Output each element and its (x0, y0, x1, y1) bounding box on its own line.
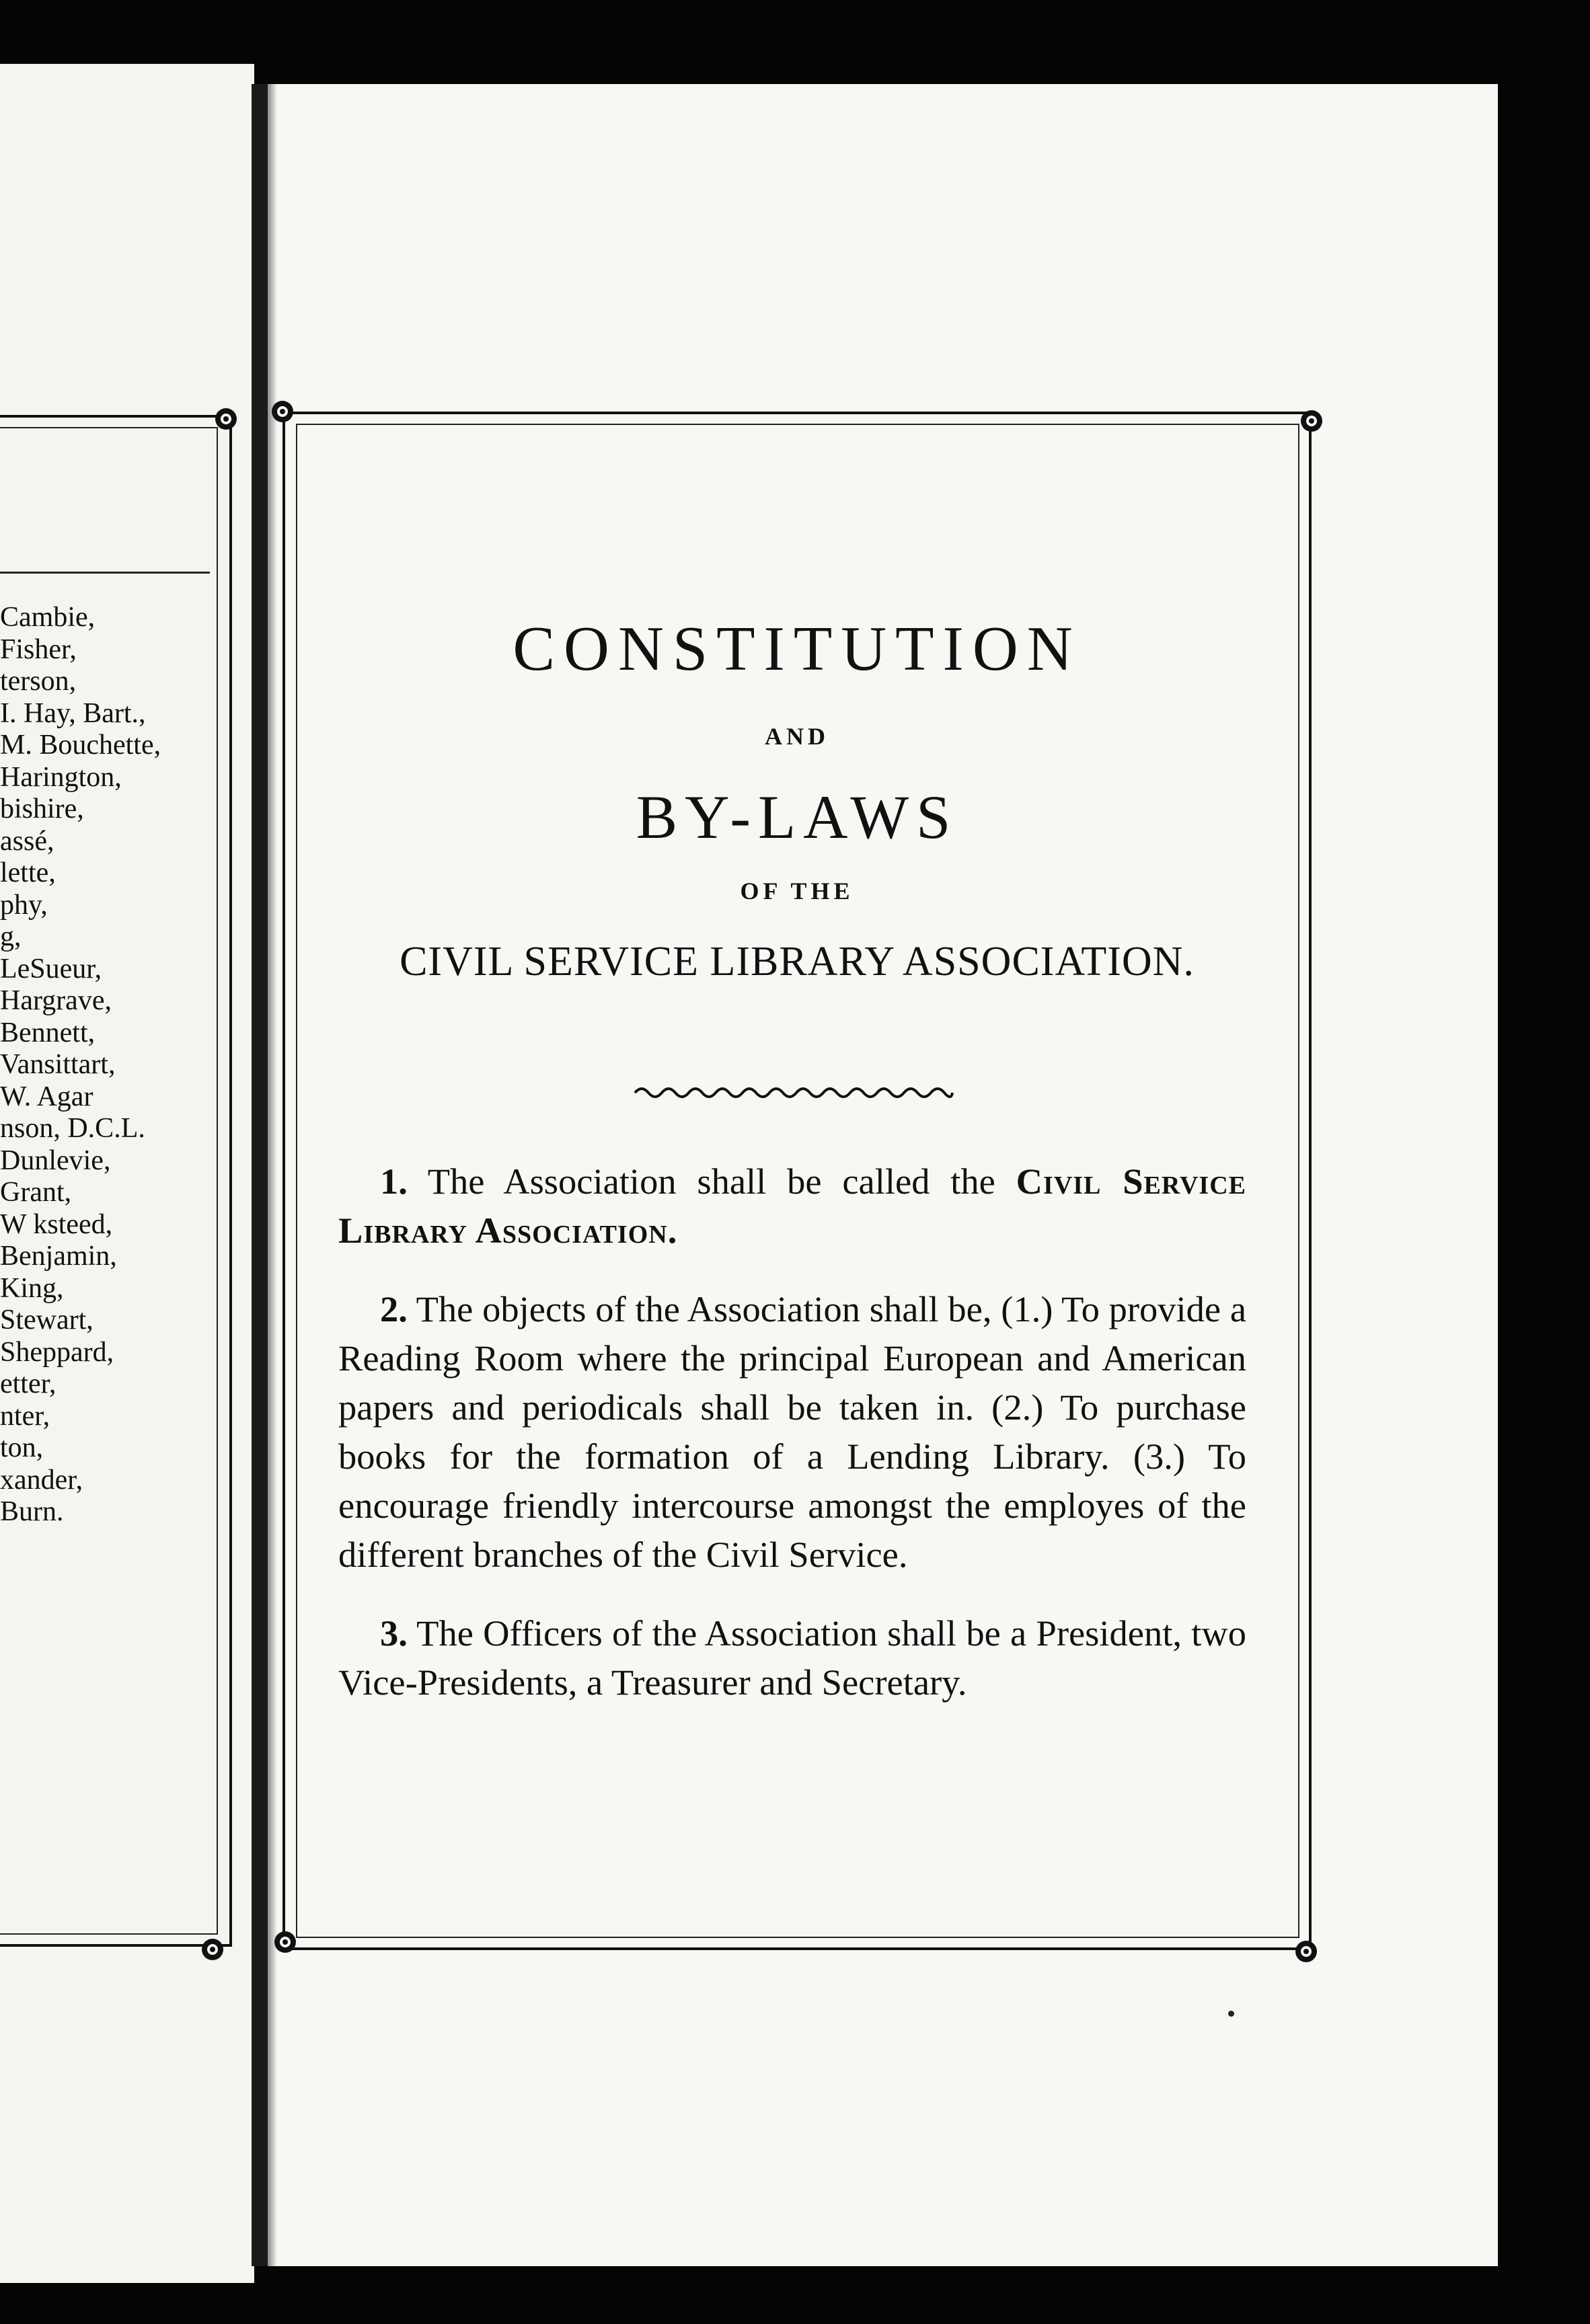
book-gutter (252, 84, 268, 2266)
print-speck (1228, 2011, 1234, 2017)
member-name: LeSueur, (0, 953, 102, 984)
article-text: The Officers of the Association shall be a President, two Vice-Presidents, a Treasurer and Secretary. (338, 1613, 1247, 1703)
article-3 (338, 1609, 1246, 1707)
member-name: Bennett, (0, 1017, 96, 1048)
member-name: nter, (0, 1400, 50, 1432)
member-name: Dunlevie, (0, 1145, 111, 1176)
member-name: Fisher, (0, 633, 77, 665)
article-number: 3. (380, 1613, 408, 1654)
bylaws-articles (338, 1157, 1246, 1736)
member-name: nson, D.C.L. (0, 1113, 145, 1144)
organization-name: CIVIL SERVICE LIBRARY ASSOCIATION. (400, 939, 1195, 984)
member-names-list (0, 602, 202, 1528)
member-name: Sheppard, (0, 1336, 114, 1368)
member-name: ton, (0, 1432, 44, 1463)
member-name: Benjamin, (0, 1241, 117, 1272)
member-name: Harington, (0, 761, 122, 793)
article-text: The objects of the Association shall be, (1.) To provide a Reading Room where the principal European and American papers and periodicals shall be taken in. (2.) To purchase books for the formation of a Lending Library. (3.) To encourage friendly intercourse amongst the employes of the different branches of the Civil Service. (338, 1288, 1247, 1575)
article-number: 1. (380, 1161, 408, 1202)
member-name: Hargrave, (0, 985, 112, 1016)
corner-ornament-icon (269, 398, 296, 425)
of-the-connector: OF THE (740, 878, 854, 904)
document-title: CONSTITUTION (513, 614, 1082, 684)
member-name: bishire, (0, 793, 84, 824)
corner-ornament-icon (213, 405, 239, 432)
corner-ornament-icon (1298, 408, 1325, 434)
member-name: xander, (0, 1464, 83, 1496)
member-name: terson, (0, 666, 77, 697)
member-name: M. Bouchette, (0, 730, 161, 761)
member-name: etter, (0, 1368, 56, 1399)
left-page-rule (0, 572, 210, 574)
document-subtitle: BY-LAWS (636, 783, 958, 851)
and-connector: AND (765, 723, 829, 750)
member-name: Grant, (0, 1177, 72, 1208)
member-name: King, (0, 1272, 64, 1304)
wavy-divider-icon (632, 1079, 955, 1106)
article-1 (338, 1157, 1246, 1255)
article-number: 2. (380, 1288, 408, 1329)
article-smallcaps-text: Civil Service Library Association. (338, 1161, 1246, 1251)
corner-ornament-icon (199, 1936, 226, 1963)
member-name: phy, (0, 889, 48, 921)
title-block (316, 609, 1278, 989)
member-name: Stewart, (0, 1305, 93, 1335)
member-name: Cambie, (0, 602, 96, 633)
article-text: The Association shall be called the (427, 1161, 1016, 1202)
member-name: g, (0, 921, 22, 952)
member-name: I. Hay, Bart., (0, 697, 146, 729)
member-name: Vansittart, (0, 1049, 116, 1080)
member-name: Burn. (0, 1496, 64, 1527)
left-facing-page (0, 64, 254, 2283)
corner-ornament-icon (272, 1929, 299, 1955)
member-name: W. Agar (0, 1081, 93, 1112)
article-2 (338, 1284, 1246, 1579)
member-name: assé, (0, 825, 54, 857)
corner-ornament-icon (1293, 1938, 1320, 1965)
member-name: W ksteed, (0, 1208, 113, 1240)
member-name: lette, (0, 857, 56, 888)
